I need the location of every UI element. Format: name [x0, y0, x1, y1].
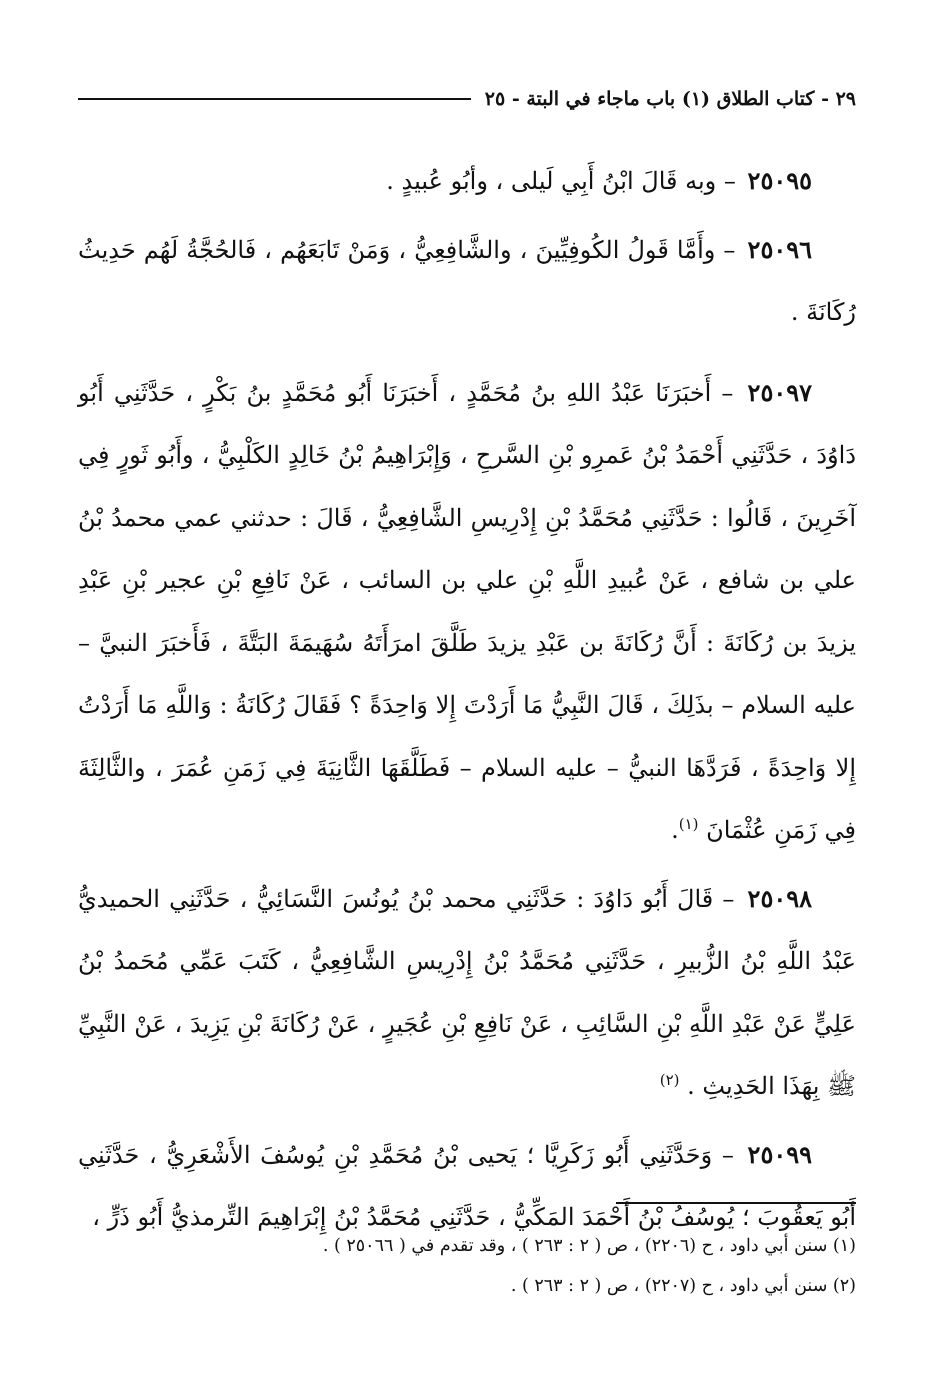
paragraph-text: – أَخبَرَنَا عَبْدُ اللهِ بنُ مُحَمَّدٍ ، أَخبَرَنَا أَبُو مُحَمَّدٍ بنُ بَكْرٍ ، حَدَّثَنِي أَبُو دَاوُدَ ، حَدَّثَنِي أَحْمَدُ بْنُ عَمرِو بْنِ السَّرحِ ، وَإِبْرَاهِيمُ بْنُ خَالِدٍ الكَلْبِيُّ ، وأَبُو ثَورٍ فِي آخَرِينَ ، قَالُوا : حَدَّثَنِي مُحَمَّدُ بْنِ إِدْرِيسِ الشَّافِعِيُّ ، قَالَ : حدثني عمي محمدُ بْنُ علي بن شافع ، عَنْ عُبيدِ اللَّهِ بْنِ علي بن السائب ، عَنْ نَافِعِ بْنِ عجير بْنِ عَبْدِ يزيدَ بن رُكَانَةَ : أَنَّ رُكَانَةَ بن عَبْدِ يزيدَ طَلَّقَ امرَأَتَهُ سُهَيمَةَ البَتَّةَ ، فَأَخبَرَ النبيَّ – عليه السلام – بذَلِكَ ، قَالَ النَّبِيُّ مَا أَرَدْتَ إِلا وَاحِدَةً ؟ فَقَالَ رُكَانَةُ : وَاللَّهِ مَا أَرَدْتُ إِلا وَاحِدَةً ، فَرَدَّهَا النبيُّ – عليه السلام – فَطَلَّقَهَا الثَّانِيَةَ فِي زَمَنِ عُمَرَ ، والثَّالِثَةَ فِي زَمَنِ عُثْمَانَ	[78, 378, 856, 844]
running-header	[78, 82, 856, 116]
paragraph-number: ٢٥٠٩٨	[747, 883, 812, 913]
paragraph-text: – وبه قَالَ ابْنُ أَبِي لَيلى ، وأبُو عُبيدٍ .	[386, 167, 736, 195]
paragraph-text-end: .	[671, 816, 679, 844]
paragraph-25096	[78, 219, 856, 344]
footnote-separator	[616, 1202, 856, 1204]
paragraph-number: ٢٥٠٩٦	[747, 234, 812, 264]
paragraph-number: ٢٥٠٩٥	[747, 166, 812, 195]
paragraph-25097	[78, 362, 856, 862]
paragraph-25095	[78, 150, 856, 213]
footnote-2: (٢) سنن أبي داود ، ح (٢٢٠٧) ، ص ( ٢ : ٢٦٣ ) .	[510, 1276, 856, 1296]
footnote-reference[interactable]: (٢)	[659, 1071, 680, 1089]
main-text	[78, 150, 856, 1249]
paragraph-text: – قَالَ أَبُو دَاوُدَ : حَدَّثَنِي محمد بْنُ يُونُسَ النَّسَائِيُّ ، حَدَّثَنِي الحميديُّ عَبْدُ اللَّهِ بْنُ الزُّبيرِ ، حَدَّثَنِي مُحَمَّدُ بْنُ إِدْرِيسِ الشَّافِعِيُّ ، كَتَبَ عَمِّي مُحَمدُ بْنُ عَلِيٍّ عَنْ عَبْدِ اللَّهِ بْنِ السَّائِبِ ، عَنْ نَافِعِ بْنِ عُجَيرٍ ، عَنْ رُكَانَةَ بْنِ يَزِيدَ ، عَنْ النَّبِيِّ ﷺ بِهَذَا الحَدِيثِ .	[78, 884, 856, 1100]
paragraph-number: ٢٥٠٩٧	[747, 377, 812, 407]
paragraph-text: – وأَمَّا قَولُ الكُوفِيِّينَ ، والشَّافِعِيُّ ، وَمَنْ تَابَعَهُم ، فَالحُجَّةُ لَهُم حَدِيثُ رُكَانَةَ .	[78, 235, 856, 326]
footnote-reference[interactable]: (١)	[678, 815, 699, 833]
footnote-1: (١) سنن أبي داود ، ح (٢٢٠٦) ، ص ( ٢ : ٢٦٣ ) ، وقد تقدم في ( ٢٥٠٦٦ ) .	[322, 1236, 856, 1256]
paragraph-25098	[78, 868, 856, 1118]
paragraph-number: ٢٥٠٩٩	[747, 1139, 812, 1169]
running-title: ٢٩ - كتاب الطلاق (١) باب ماجاء في البتة - ٢٥	[484, 88, 856, 110]
footnotes	[78, 1226, 856, 1306]
paragraph-text: – وَحَدَّثَنِي أَبُو زَكَرِيَّا ؛ يَحيى بْنُ مُحَمَّدِ بْنِ يُوسُفَ الأَشْعَرِيُّ ، حَدَّثَنِي أَبُو يَعقُوبَ ؛ يُوسُفُ بْنُ أَحْمَدَ المَكِّيُّ ، حَدَّثَنِي مُحَمَّدُ بْنُ إِبْرَاهِيمَ التِّرمذيُّ أَبُو ذَرٍّ ،	[78, 1140, 856, 1231]
header-rule	[78, 98, 471, 100]
